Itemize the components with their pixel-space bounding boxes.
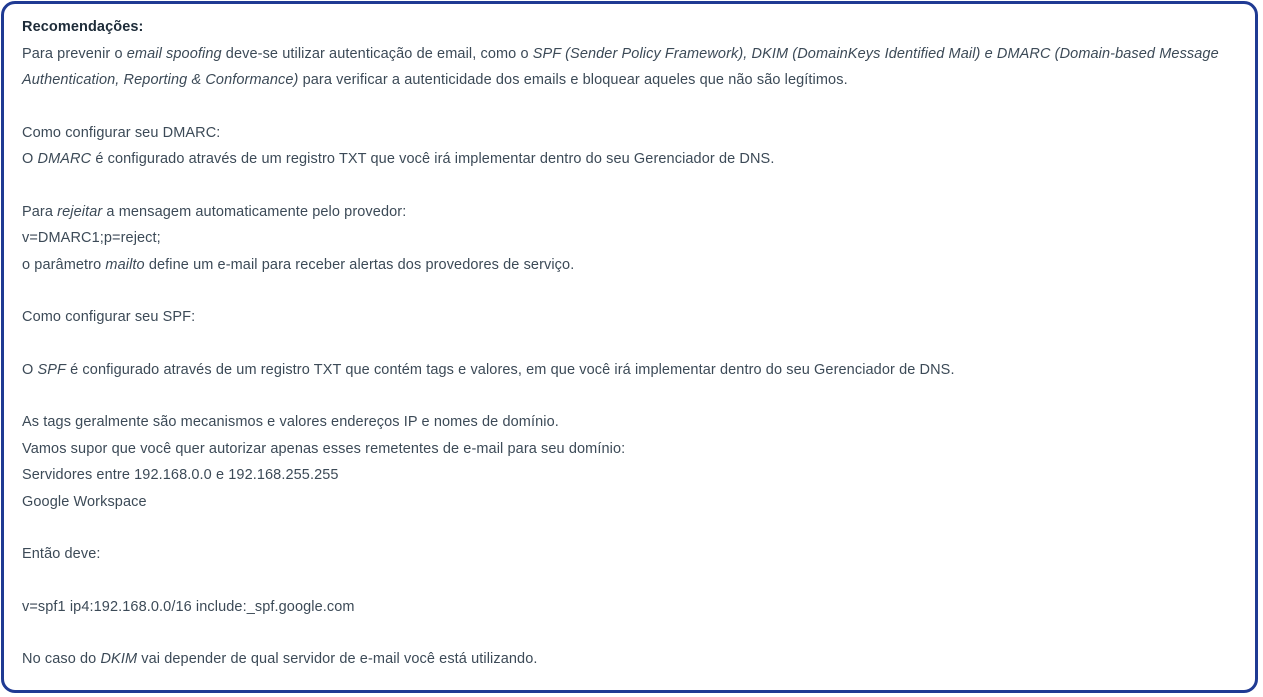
spf-description-run-0: O — [22, 361, 38, 378]
dmarc-reject-intro-run-1: rejeitar — [57, 203, 103, 220]
dmarc-heading — [22, 120, 1237, 147]
dmarc-mailto-note-run-1: mailto — [105, 256, 145, 273]
dkim-note-run-2: vai depender de qual servidor de e-mail você está utilizando. — [137, 651, 538, 667]
dkim-note — [22, 646, 1237, 673]
spf-tags-explanation — [22, 409, 1237, 436]
intro-paragraph-run-3: SPF (Sender Policy Framework), DKIM (DomainKeys Identified Mail) e DMARC (Domain-based Message Authentication, Reporting & Conformance) — [22, 45, 1223, 88]
paragraph-gap — [22, 568, 1237, 594]
paragraph-list — [22, 41, 1237, 673]
spf-google-workspace-run-0: Google Workspace — [22, 493, 147, 510]
spf-description-run-1: SPF — [37, 361, 67, 378]
spf-heading — [22, 304, 1237, 331]
intro-paragraph-run-4: para verificar a autenticidade dos emails e bloquear aqueles que não são legítimos. — [298, 72, 848, 88]
dmarc-heading-run-0: Como configurar seu DMARC: — [22, 124, 221, 141]
spf-description — [22, 357, 1237, 384]
dmarc-reject-intro-run-2: a mensagem automaticamente pelo provedor: — [102, 203, 407, 220]
spf-then-label-run-0: Então deve: — [22, 546, 101, 562]
paragraph-gap — [22, 94, 1237, 120]
spf-servers-range — [22, 462, 1237, 489]
spf-example-intro — [22, 436, 1237, 463]
dmarc-reject-intro-run-0: Para — [22, 203, 58, 220]
recommendations-heading: Recomendações: — [22, 19, 144, 35]
dmarc-description — [22, 146, 1237, 173]
paragraph-gap — [22, 515, 1237, 541]
intro-paragraph-run-2: deve-se utilizar autenticação de email, como o — [221, 45, 533, 62]
dmarc-description-run-2: é configurado através de um registro TXT que você irá implementar dentro do seu Gerenciador de DNS. — [91, 151, 775, 167]
intro-paragraph-run-0: Para prevenir o — [22, 45, 127, 62]
spf-record-run-0: v=spf1 ip4:192.168.0.0/16 include:_spf.google.com — [22, 598, 355, 615]
spf-servers-range-run-0: Servidores entre 192.168.0.0 e 192.168.255.255 — [22, 467, 339, 483]
spf-description-run-2: é configurado através de um registro TXT que contém tags e valores, em que você irá implementar dentro do seu Gerenciador de DNS. — [66, 361, 955, 378]
spf-heading-run-0: Como configurar seu SPF: — [22, 309, 196, 325]
dkim-note-run-1: DKIM — [100, 651, 138, 667]
recommendations-panel — [1, 1, 1258, 693]
dmarc-record — [22, 225, 1237, 252]
spf-tags-explanation-run-0: As tags geralmente são mecanismos e valores endereços IP e nomes de domínio. — [22, 414, 559, 430]
dmarc-mailto-note-run-2: define um e-mail para receber alertas dos provedores de serviço. — [144, 256, 575, 273]
paragraph-gap — [22, 173, 1237, 199]
dmarc-record-run-0: v=DMARC1;p=reject; — [22, 230, 161, 246]
spf-record — [22, 594, 1237, 621]
paragraph-gap — [22, 620, 1237, 646]
intro-paragraph-run-1: email spoofing — [126, 45, 222, 62]
intro-paragraph — [22, 41, 1237, 94]
dkim-note-run-0: No caso do — [22, 651, 101, 667]
spf-example-intro-run-0: Vamos supor que você quer autorizar apenas esses remetentes de e-mail para seu domínio: — [22, 440, 626, 457]
paragraph-gap — [22, 383, 1237, 409]
dmarc-mailto-note-run-0: o parâmetro — [22, 256, 106, 273]
dmarc-reject-intro — [22, 199, 1237, 226]
spf-then-label — [22, 541, 1237, 568]
dmarc-description-run-0: O — [22, 151, 38, 167]
paragraph-gap — [22, 331, 1237, 357]
document-content — [4, 4, 1255, 673]
dmarc-description-run-1: DMARC — [37, 151, 92, 167]
paragraph-gap — [22, 278, 1237, 304]
dmarc-mailto-note — [22, 252, 1237, 279]
spf-google-workspace — [22, 489, 1237, 516]
